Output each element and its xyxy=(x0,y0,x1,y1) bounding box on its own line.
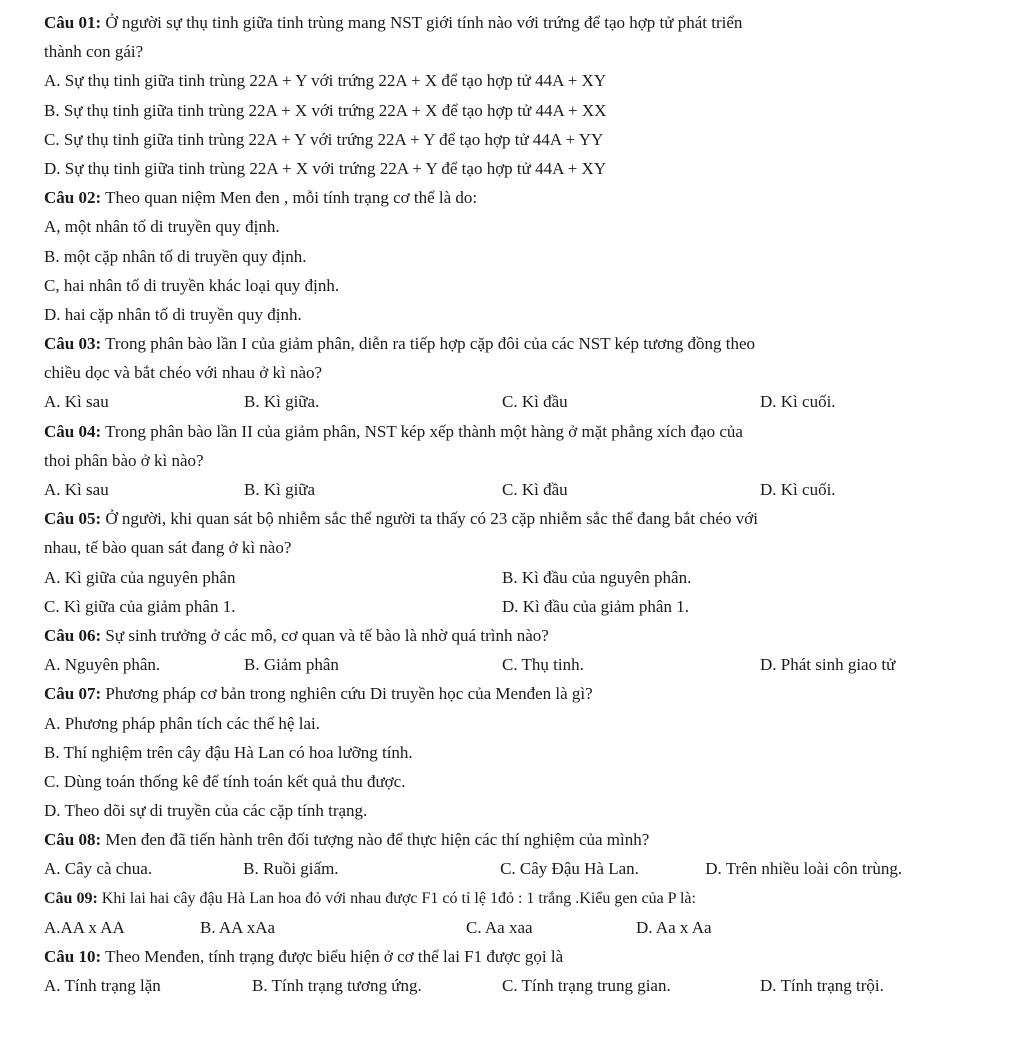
question-10-option-b: B. Tính trạng tương ứng. xyxy=(252,976,422,996)
question-03-option-d: D. Kì cuối. xyxy=(760,392,836,412)
question-01-option-a: A. Sự thụ tinh giữa tinh trùng 22A + Y với trứng 22A + X để tạo hợp tử 44A + XY xyxy=(44,71,607,91)
question-09-stem xyxy=(44,884,994,913)
question-08-label: Câu 08: xyxy=(44,830,102,850)
question-02-option-d: D. hai cặp nhân tố di truyền quy định. xyxy=(44,304,302,324)
question-03-text: Trong phân bào lần I của giảm phân, diễn ra tiếp hợp cặp đôi của các NST kép tương đồng theo xyxy=(101,334,755,354)
question-09-option-a: A.AA x AA xyxy=(44,917,125,937)
question-06-stem xyxy=(44,621,994,650)
question-03-option-b: B. Kì giữa. xyxy=(244,392,320,412)
question-05-options-row1 xyxy=(44,563,994,592)
question-02-option-b: B. một cặp nhân tố di truyền quy định. xyxy=(44,246,307,266)
question-04-option-a: A. Kì sau xyxy=(44,480,109,499)
question-09-text: Khi lai hai cây đậu Hà Lan hoa đỏ với nhau được F1 có tỉ lệ 1đỏ : 1 trắng .Kiểu gen của P là: xyxy=(97,889,696,907)
question-06-option-d: D. Phát sinh giao tử xyxy=(760,655,896,675)
question-05-option-b: B. Kì đầu của nguyên phân. xyxy=(502,567,692,587)
question-09-option-d: D. Aa x Aa xyxy=(636,917,712,937)
question-06-label: Câu 06: xyxy=(44,625,102,645)
question-02-label: Câu 02: xyxy=(44,188,102,208)
question-04-option-b: B. Kì giữa xyxy=(244,480,316,499)
question-07-option-d: D. Theo dõi sự di truyền của các cặp tính trạng. xyxy=(44,801,368,821)
question-06-option-b: B. Giảm phân xyxy=(244,655,339,675)
question-05-label: Câu 05: xyxy=(44,509,102,529)
question-05-option-d: D. Kì đầu của giảm phân 1. xyxy=(502,596,689,616)
question-08-option-a: A. Cây cà chua. xyxy=(44,859,153,879)
question-04-text: Trong phân bào lần II của giảm phân, NST kép xếp thành một hàng ở mặt phẳng xích đạo của xyxy=(101,421,743,441)
question-07-option-a: A. Phương pháp phân tích các thế hệ lai. xyxy=(44,713,320,733)
worksheet xyxy=(44,8,994,1000)
question-04-stem xyxy=(44,417,994,446)
question-06-option-c: C. Thụ tinh. xyxy=(502,655,584,675)
question-06-option-a: A. Nguyên phân. xyxy=(44,655,161,675)
question-01-stem-cont: thành con gái? xyxy=(44,42,144,62)
question-10-label: Câu 10: xyxy=(44,947,102,966)
question-07-option-b: B. Thí nghiệm trên cây đậu Hà Lan có hoa lưỡng tính. xyxy=(44,742,413,762)
question-09-option-c: C. Aa xaa xyxy=(466,917,533,937)
question-03-options xyxy=(44,387,994,416)
question-08-option-c: C. Cây Đậu Hà Lan. xyxy=(500,859,639,879)
question-03-option-a: A. Kì sau xyxy=(44,392,109,412)
question-05-option-c: C. Kì giữa của giảm phân 1. xyxy=(44,596,236,616)
question-08-option-b: B. Ruồi giấm. xyxy=(243,859,339,879)
question-03-stem-cont: chiều dọc và bắt chéo với nhau ở kì nào? xyxy=(44,363,323,383)
question-03-stem xyxy=(44,329,994,358)
question-10-options xyxy=(44,971,994,1000)
question-03-option-c: C. Kì đầu xyxy=(502,392,568,412)
question-01-option-c: C. Sự thụ tinh giữa tinh trùng 22A + Y với trứng 22A + Y để tạo hợp tử 44A + YY xyxy=(44,129,604,149)
question-08-text: Men đen đã tiến hành trên đối tượng nào để thực hiện các thí nghiệm của mình? xyxy=(101,830,650,850)
question-02-text: Theo quan niệm Men đen , mỗi tính trạng cơ thể là do: xyxy=(101,188,478,208)
question-09-option-b: B. AA xAa xyxy=(200,917,276,937)
question-04-stem-cont: thoi phân bào ở kì nào? xyxy=(44,450,204,470)
question-05-options-row2 xyxy=(44,592,994,621)
question-09-label: Câu 09: xyxy=(44,889,98,907)
question-01-text: Ở người sự thụ tinh giữa tinh trùng mang NST giới tính nào với trứng để tạo hợp tử phát triển xyxy=(101,13,743,32)
question-04-option-c: C. Kì đầu xyxy=(502,480,568,499)
question-01-stem xyxy=(44,8,994,37)
question-07-stem xyxy=(44,679,994,708)
question-07-option-c: C. Dùng toán thống kê để tính toán kết quả thu được. xyxy=(44,771,406,791)
question-08-options xyxy=(44,854,994,883)
question-02-stem xyxy=(44,183,994,212)
question-10-text: Theo Menđen, tính trạng được biểu hiện ở cơ thể lai F1 được gọi là xyxy=(101,947,564,966)
question-10-option-d: D. Tính trạng trội. xyxy=(760,976,884,996)
question-10-stem xyxy=(44,942,994,971)
question-01-option-b: B. Sự thụ tinh giữa tinh trùng 22A + X với trứng 22A + X để tạo hợp tử 44A + XX xyxy=(44,100,607,120)
question-09-options xyxy=(44,913,994,942)
question-05-stem xyxy=(44,504,994,533)
question-05-stem-cont: nhau, tế bào quan sát đang ở kì nào? xyxy=(44,538,292,558)
question-04-option-d: D. Kì cuối. xyxy=(760,480,836,499)
question-05-text: Ở người, khi quan sát bộ nhiễm sắc thể người ta thấy có 23 cặp nhiễm sắc thể đang bắt chéo với xyxy=(101,509,758,529)
question-10-option-c: C. Tính trạng trung gian. xyxy=(502,976,671,996)
question-06-options xyxy=(44,650,994,679)
question-05-option-a: A. Kì giữa của nguyên phân xyxy=(44,567,236,587)
question-08-stem xyxy=(44,825,994,854)
question-06-text: Sự sinh trưởng ở các mô, cơ quan và tế bào là nhờ quá trình nào? xyxy=(101,625,549,645)
question-07-label: Câu 07: xyxy=(44,684,102,704)
question-03-label: Câu 03: xyxy=(44,334,102,354)
question-08-option-d: D. Trên nhiều loài côn trùng. xyxy=(705,859,903,879)
question-04-label: Câu 04: xyxy=(44,421,102,441)
question-02-option-a: A, một nhân tố di truyền quy định. xyxy=(44,217,280,237)
question-01-option-d: D. Sự thụ tinh giữa tinh trùng 22A + X với trứng 22A + Y để tạo hợp tử 44A + XY xyxy=(44,158,607,178)
question-01-label: Câu 01: xyxy=(44,13,102,32)
question-02-option-c: C, hai nhân tố di truyền khác loại quy định. xyxy=(44,275,340,295)
question-07-text: Phương pháp cơ bản trong nghiên cứu Di truyền học của Menđen là gì? xyxy=(101,684,593,704)
question-04-options xyxy=(44,475,994,504)
question-10-option-a: A. Tính trạng lặn xyxy=(44,976,161,996)
